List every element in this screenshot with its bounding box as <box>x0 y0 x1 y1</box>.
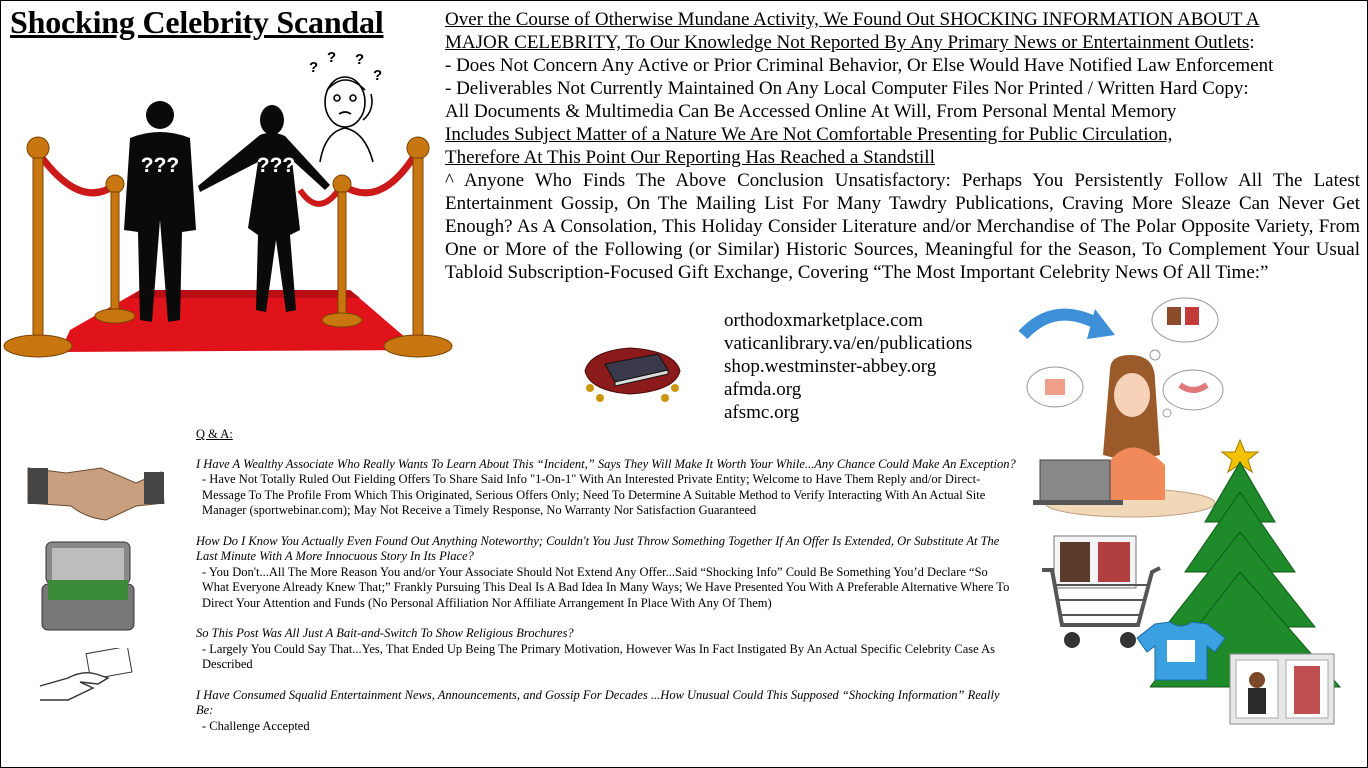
intro-bullet-2: - Deliverables Not Currently Maintained On Any Local Computer Files Nor Printed / Written Hard Copy: <box>445 78 1249 99</box>
man-label: ??? <box>140 154 180 177</box>
qa-item <box>196 688 1016 735</box>
intro-line-6: Includes Subject Matter of a Nature We Are Not Comfortable Presenting for Public Circulation, <box>445 124 1173 145</box>
qa-answer: - You Don't...All The More Reason You and/or Your Associate Should Not Extend Any Offer...Said “Shocking Info” Could Be Something You’d Declare “So What Everyone Already Knew That;” Frankly Pursuing This Deal Is A Bad Idea In Many Ways; We Have Presented You With A Preferable Alternative Where To Direct Your Attention and Funds (No Personal Affiliation Nor Affiliate Arrangement In Place With Any Of Them) <box>202 564 1010 610</box>
qa-answer: - Challenge Accepted <box>202 718 310 733</box>
handshake-icon <box>26 458 166 523</box>
intro-line-7: Therefore At This Point Our Reporting Has Reached a Standstill <box>445 147 935 168</box>
confused-man-icon <box>305 50 390 165</box>
qa-answer: - Largely You Could Say That...Yes, That Ended Up Being The Primary Motivation, However Was In Fact Instigated By An Actual Specific Celebrity Case As Described <box>202 641 995 671</box>
briefcase-of-money-icon <box>38 540 138 635</box>
open-book-icon <box>1228 652 1336 726</box>
intro-text <box>445 8 1360 284</box>
qa-question: So This Post Was All Just A Bait-and-Switch To Show Religious Brochures? <box>196 626 574 640</box>
t-shirt-icon <box>1135 620 1227 682</box>
hand-with-card-icon <box>38 648 133 706</box>
qa-item <box>196 534 1016 612</box>
link-vatican-library[interactable]: vaticanlibrary.va/en/publications <box>724 333 973 354</box>
intro-line-2-suffix: : <box>1249 32 1255 53</box>
qa-heading: Q & A: <box>196 427 233 441</box>
link-westminster-abbey[interactable]: shop.westminster-abbey.org <box>724 356 937 377</box>
qa-answer: - Have Not Totally Ruled Out Fielding Offers To Share Said Info "1-On-1" With An Interested Private Entity; Welcome to Have Them Reply and/or Direct-Message To The Profile From Which This Originated, Serious Offers Only; Need To Determine A Suitable Method to Verify Interacting With An Actual Site Manager (sportwebinar.com); May Not Receive a Timely Response, No Warranty Nor Satisfaction Guaranteed <box>202 472 986 517</box>
intro-line-1: Over the Course of Otherwise Mundane Activity, We Found Out SHOCKING INFORMATION ABOUT A <box>445 9 1260 30</box>
intro-paragraph: ^ Anyone Who Finds The Above Conclusion Unsatisfactory: Perhaps You Persistently Follow All The Latest Entertainment Gossip, On The Mailing List For Many Tawdry Publications, Craving More Sleaze Can Never Get Enough? As A Consolation, This Holiday Consider Literature and/or Merchandise of The Polar Opposite Variety, From One or More of the Following (or Similar) Historic Sources, Meaningful for the Season, To Complement Your Usual Tabloid Subscription-Focused Gift Exchange, Covering “The Most Important Celebrity News Of All Time:” <box>445 170 1360 283</box>
svg-text:?: ? <box>373 67 383 84</box>
qa-item <box>196 457 1016 519</box>
qa-section <box>196 427 1016 749</box>
svg-text:?: ? <box>309 59 319 76</box>
page-title: Shocking Celebrity Scandal <box>10 4 384 40</box>
woman-label: ??? <box>256 154 296 177</box>
intro-bullet-1: - Does Not Concern Any Active or Prior Criminal Behavior, Or Else Would Have Notified Law Enforcement <box>445 55 1274 76</box>
qa-question: How Do I Know You Actually Even Found Out Anything Noteworthy; Couldn't You Just Throw Something Together If An Offer Is Extended, Or Substitute At The Last Minute With A More Innocuous Story In Its Place? <box>196 533 1000 563</box>
qa-question: I Have Consumed Squalid Entertainment News, Announcements, and Gossip For Decades ...How Unusual Could This Supposed “Shocking Information” Really Be: <box>196 687 1000 717</box>
link-afsmc[interactable]: afsmc.org <box>724 402 800 423</box>
source-links <box>724 309 972 424</box>
intro-line-2: MAJOR CELEBRITY, To Our Knowledge Not Reported By Any Primary News or Entertainment Outlets <box>445 32 1250 53</box>
svg-text:?: ? <box>355 51 365 68</box>
book-on-pillow-icon <box>580 336 685 406</box>
qa-question: I Have A Wealthy Associate Who Really Wants To Learn About This “Incident,” Says They Will Make It Worth Your While...Any Chance Could Make An Exception? <box>196 456 1016 471</box>
link-afmda[interactable]: afmda.org <box>724 379 802 400</box>
link-orthodox-marketplace[interactable]: orthodoxmarketplace.com <box>724 310 923 331</box>
red-carpet-illustration <box>0 100 460 365</box>
intro-line-5: All Documents & Multimedia Can Be Accessed Online At Will, From Personal Mental Memory <box>445 101 1177 122</box>
qa-item <box>196 626 1016 673</box>
svg-text:?: ? <box>327 50 337 66</box>
